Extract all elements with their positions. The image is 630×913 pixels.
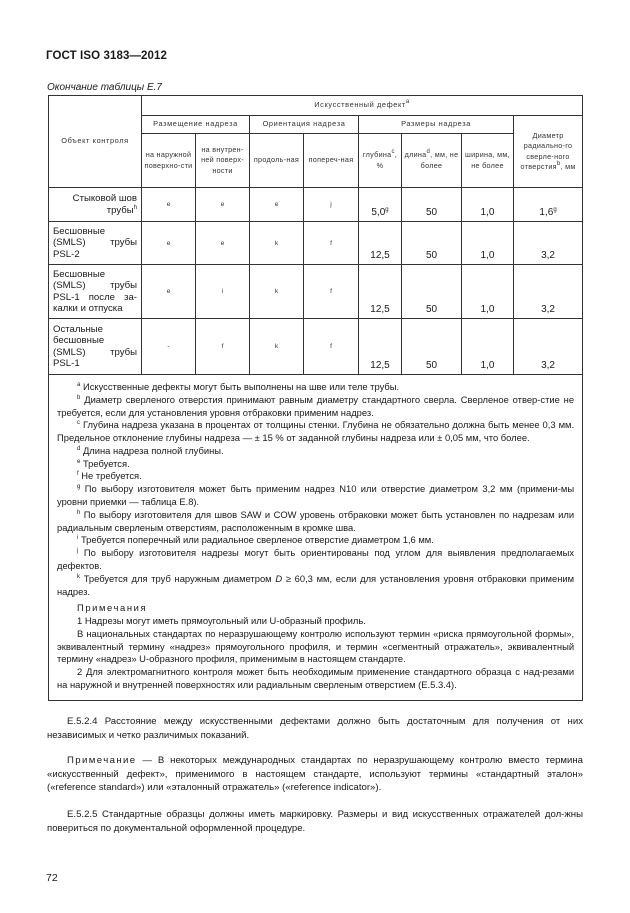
row-object: Остальные бесшовные (SMLS) трубы PSL-1 xyxy=(49,319,142,375)
note-2: 2 Для электромагнитного контроля может быть необходимым применение стандартного образца с над-резами на наружной и внутренней поверхностях или радиальным сверленым отверстием (Е.5.3.4). xyxy=(57,666,575,690)
row-object: Бесшовные (SMLS) трубы PSL-2 xyxy=(49,222,142,265)
page-number: 72 xyxy=(46,872,58,884)
header-notch-dimensions: Размеры надреза xyxy=(359,116,514,134)
cell-transverse: f xyxy=(304,265,359,319)
cell-length: 50 xyxy=(402,265,462,319)
cell-inner: i xyxy=(196,265,250,319)
cell-depth: 12,5 xyxy=(359,319,402,375)
table-caption: Окончание таблицы Е.7 xyxy=(47,82,162,93)
cell-depth: 12,5 xyxy=(359,265,402,319)
cell-longitudinal: k xyxy=(250,265,304,319)
footnote-i: $^i$ Требуется поперечный или радиальное сверленое отверстие диаметром 1,6 мм. xyxy=(77,534,434,546)
cell-width: 1,0 xyxy=(462,222,514,265)
notes-title: Примечания xyxy=(77,602,148,614)
footnote-j: $^j$ По выбору изготовителя надрезы могут быть ориентированы под углом для выявления предполагаемых дефектов. xyxy=(57,547,575,571)
table-row xyxy=(49,265,583,319)
cell-length: 50 xyxy=(402,188,462,222)
note-1: 1 Надрезы могут иметь прямоугольный или U-образный профиль. xyxy=(77,615,366,627)
cell-length: 50 xyxy=(402,319,462,375)
header-artificial-defect: Искусственный дефект$^а$ xyxy=(142,96,583,116)
table-row xyxy=(49,188,583,222)
defects-table xyxy=(48,95,583,701)
cell-diameter: 1,6$^g$ xyxy=(514,188,583,222)
cell-outer: e xyxy=(142,188,196,222)
row-object: Стыковой шов трубы$^h$ xyxy=(49,188,142,222)
footnote-a: $^a$ Искусственные дефекты могут быть выполнены на шве или теле трубы. xyxy=(77,381,400,392)
cell-length: 50 xyxy=(402,222,462,265)
header-outer-surface: на наружной поверхно-сти xyxy=(142,134,196,188)
cell-outer: e xyxy=(142,222,196,265)
cell-depth: 5,0$^g$ xyxy=(359,188,402,222)
footnote-k: $^k$ Требуется для труб наружным диаметром D ≥ 60,3 мм, если для установления уровня отбраковки применим надрез. xyxy=(57,572,575,597)
header-longitudinal: продоль-ная xyxy=(250,134,304,188)
cell-width: 1,0 xyxy=(462,265,514,319)
document-header: ГОСТ ISO 3183—2012 xyxy=(46,50,168,62)
header-hole-diameter: Диаметр радиально-го сверле-ного отверстия$^b$, мм xyxy=(514,116,583,188)
cell-width: 1,0 xyxy=(462,319,514,375)
header-transverse: попереч-ная xyxy=(304,134,359,188)
table-footnotes xyxy=(49,375,583,701)
cell-inner: e xyxy=(196,188,250,222)
footnote-b: $^b$ Диаметр сверленого отверстия принимают равным диаметру стандартного сверла. Сверленое отвер-стие не требуется, если для установления уровня отбраковки применим надрез. xyxy=(57,393,575,418)
cell-inner: e xyxy=(196,222,250,265)
table-row xyxy=(49,319,583,375)
row-object: Бесшовные (SMLS) трубы PSL-1 после за-калки и отпуска xyxy=(49,265,142,319)
footnote-e: $^e$ Требуется. xyxy=(77,457,130,469)
note-1-detail: В национальных стандартах по неразрушающему контролю используют термин «риска прямоугольной формы», эквивалентный термину «надрез» прямоугольного профиля, и термин «сегментный отражатель», эквивалентный термину «надрез» U-образного профиля, применимым в настоящем стандарте. xyxy=(57,627,575,665)
paragraph-e525: Е.5.2.5 Стандартные образцы должны иметь маркировку. Размеры и вид искусственных отражателей дол-жны повериться по документальной оформленной процедуре. xyxy=(47,809,583,834)
footnote-d: $^d$ Длина надреза полной глубины. xyxy=(77,444,224,456)
header-notch-placement: Размещение надреза xyxy=(142,116,250,134)
cell-longitudinal: e xyxy=(250,188,304,222)
cell-diameter: 3,2 xyxy=(514,265,583,319)
cell-outer: e xyxy=(142,265,196,319)
header-length: длина$^d$, мм, не более xyxy=(402,134,462,188)
header-depth: глубина$^c$, % xyxy=(359,134,402,188)
header-inner-surface: на внутрен-ней поверх-ности xyxy=(196,134,250,188)
cell-longitudinal: k xyxy=(250,319,304,375)
footnote-f: $^f$ Не требуется. xyxy=(77,470,142,482)
footnote-g: $^g$ По выбору изготовителя может быть применим надрез N10 или отверстие диаметром 3,2 мм (примени-мы уровни приемки — таблица Е.8). xyxy=(57,483,575,508)
cell-transverse: f xyxy=(304,319,359,375)
paragraph-e524: Е.5.2.4 Расстояние между искусственными дефектами должно быть достаточным для получения от них независимых и четко различимых показаний. xyxy=(47,716,583,741)
paragraph-note: Примечание — В некоторых международных стандартах по неразрушающему контролю вместо термина «искусственный дефект», применимого в настоящем стандарте, используют термины «стандартный эталон» («reference standard») или «эталонный отражатель» («reference indicator»). xyxy=(47,755,583,794)
footnote-c: $^c$ Глубина надреза указана в процентах от толщины стенки. Глубина не обязательно должна быть менее 0,3 мм. Предельное отклонение глубины надреза — ± 15 % от заданной глубины надреза или ± 0,05 мм, что более. xyxy=(57,419,575,444)
table-row xyxy=(49,222,583,265)
cell-diameter: 3,2 xyxy=(514,319,583,375)
cell-transverse: f xyxy=(304,222,359,265)
cell-inner: f xyxy=(196,319,250,375)
cell-longitudinal: k xyxy=(250,222,304,265)
header-width: ширина, мм, не более xyxy=(462,134,514,188)
cell-transverse: j xyxy=(304,188,359,222)
cell-depth: 12,5 xyxy=(359,222,402,265)
footnote-h: $^h$ По выбору изготовителя для швов SAW и COW уровень отбраковки может быть установлен по надрезам или радиальным сверленым отверстиям, расположенным в кромке шва. xyxy=(57,508,575,533)
header-object: Объект контроля xyxy=(49,96,142,188)
cell-diameter: 3,2 xyxy=(514,222,583,265)
cell-width: 1,0 xyxy=(462,188,514,222)
cell-outer: - xyxy=(142,319,196,375)
header-notch-orientation: Ориентация надреза xyxy=(250,116,359,134)
